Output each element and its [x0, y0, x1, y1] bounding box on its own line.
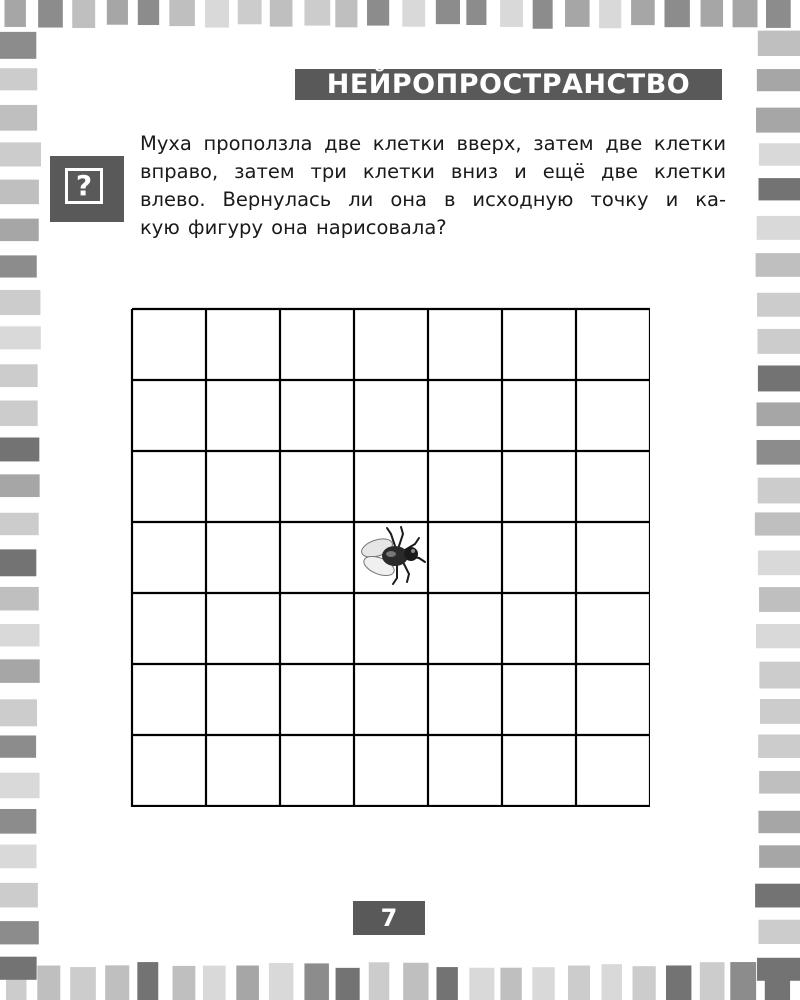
question-mark-glyph: ?	[65, 168, 103, 204]
border-stripe	[0, 474, 40, 497]
border-stripe	[759, 662, 800, 689]
page-number	[353, 901, 425, 935]
border-stripe	[0, 219, 39, 242]
border-stripe	[38, 0, 63, 28]
border-stripe	[0, 401, 38, 427]
border-stripe	[436, 0, 460, 24]
border-stripe	[0, 699, 37, 726]
border-stripe	[756, 624, 800, 648]
border-stripe	[759, 587, 800, 612]
border-stripe	[402, 0, 425, 27]
border-stripe	[664, 0, 689, 27]
border-stripe	[466, 0, 486, 25]
question-mark-icon	[50, 156, 124, 222]
border-stripe	[757, 440, 800, 465]
border-stripe	[138, 0, 159, 25]
border-stripe	[758, 365, 800, 391]
border-stripe	[169, 0, 195, 26]
border-stripe	[599, 0, 621, 28]
border-stripe	[757, 958, 800, 981]
border-stripe	[500, 0, 523, 27]
border-stripe	[0, 921, 39, 944]
border-stripe	[532, 967, 554, 1000]
border-stripe	[269, 963, 293, 1000]
border-stripe	[205, 0, 229, 28]
border-stripe	[4, 0, 25, 27]
section-title-text: НЕЙРОПРОСТРАНСТВО	[326, 69, 691, 100]
border-stripe	[238, 0, 262, 24]
border-stripe	[758, 811, 800, 833]
page-number-text: 7	[380, 904, 398, 932]
border-stripe	[602, 964, 622, 1000]
border-stripe	[0, 659, 40, 683]
task-text-line: влево. Вернулась ли она в исходную точку и ка-	[140, 188, 726, 211]
border-stripe	[0, 32, 36, 59]
border-stripe	[757, 216, 800, 240]
border-stripe	[666, 965, 691, 1000]
border-stripe	[436, 967, 457, 1000]
border-stripe	[0, 587, 39, 611]
border-stripe	[203, 966, 226, 1000]
task-text-line: кую фигуру она нарисовала?	[140, 216, 447, 239]
border-stripe	[758, 31, 800, 56]
border-stripe	[758, 920, 800, 944]
border-stripe	[236, 966, 259, 1000]
border-stripe	[0, 883, 38, 908]
border-stripe	[759, 143, 800, 165]
border-stripe	[72, 0, 95, 28]
border-stripe	[0, 180, 39, 205]
border-stripe	[336, 968, 360, 1000]
border-stripe	[568, 966, 590, 1000]
border-stripe	[757, 293, 800, 317]
border-stripe	[70, 967, 96, 1000]
border-stripe	[304, 963, 328, 1000]
border-stripe	[533, 0, 553, 29]
border-stripe	[500, 968, 521, 1000]
border-stripe	[335, 0, 357, 27]
border-stripe	[0, 513, 39, 535]
border-stripe	[173, 966, 196, 1000]
border-stripe	[0, 255, 37, 277]
border-stripe	[759, 771, 800, 794]
border-stripe	[0, 809, 36, 834]
border-stripe	[107, 0, 128, 25]
border-stripe	[757, 69, 800, 91]
border-stripe	[403, 963, 428, 1000]
border-stripe	[756, 253, 800, 277]
border-stripe	[766, 0, 791, 28]
border-stripe	[369, 962, 390, 1000]
border-stripe	[270, 0, 293, 27]
border-stripe	[0, 68, 37, 90]
border-stripe	[37, 966, 60, 1000]
border-stripe	[0, 735, 36, 757]
fly-icon	[357, 524, 427, 588]
border-stripe	[758, 478, 800, 504]
section-title	[295, 69, 722, 100]
border-stripe	[633, 966, 656, 1000]
border-stripe	[700, 962, 725, 1000]
border-stripe	[0, 290, 40, 315]
border-stripe	[0, 549, 36, 576]
border-stripe	[758, 734, 800, 757]
border-stripe	[759, 845, 800, 868]
border-stripe	[631, 0, 655, 25]
border-stripe	[760, 699, 800, 724]
task-text-line: вправо, затем три клетки вниз и ещё две клетки	[140, 160, 726, 183]
border-stripe	[0, 437, 39, 461]
border-stripe	[756, 108, 800, 133]
border-stripe	[0, 142, 41, 166]
border-stripe	[0, 773, 40, 799]
task-text	[140, 130, 726, 242]
border-stripe	[469, 968, 494, 1000]
border-stripe	[730, 962, 756, 1000]
border-stripe	[701, 0, 723, 27]
border-stripe	[755, 884, 800, 908]
border-stripe	[758, 550, 800, 575]
border-stripe	[758, 329, 800, 354]
border-stripe	[105, 965, 129, 1000]
border-stripe	[137, 962, 158, 1000]
border-stripe	[756, 402, 800, 426]
border-stripe	[733, 0, 758, 27]
border-stripe	[0, 624, 40, 646]
border-stripe	[0, 957, 37, 980]
border-stripe	[367, 0, 389, 26]
border-stripe	[0, 364, 38, 387]
border-stripe	[0, 845, 36, 869]
border-stripe	[755, 512, 800, 535]
border-stripe	[0, 326, 41, 349]
border-stripe	[758, 178, 800, 200]
border-stripe	[304, 0, 330, 26]
border-stripe	[565, 0, 590, 27]
border-stripe	[0, 105, 37, 131]
task-text-line: Муха проползла две клетки вверх, затем две клетки	[140, 132, 726, 155]
